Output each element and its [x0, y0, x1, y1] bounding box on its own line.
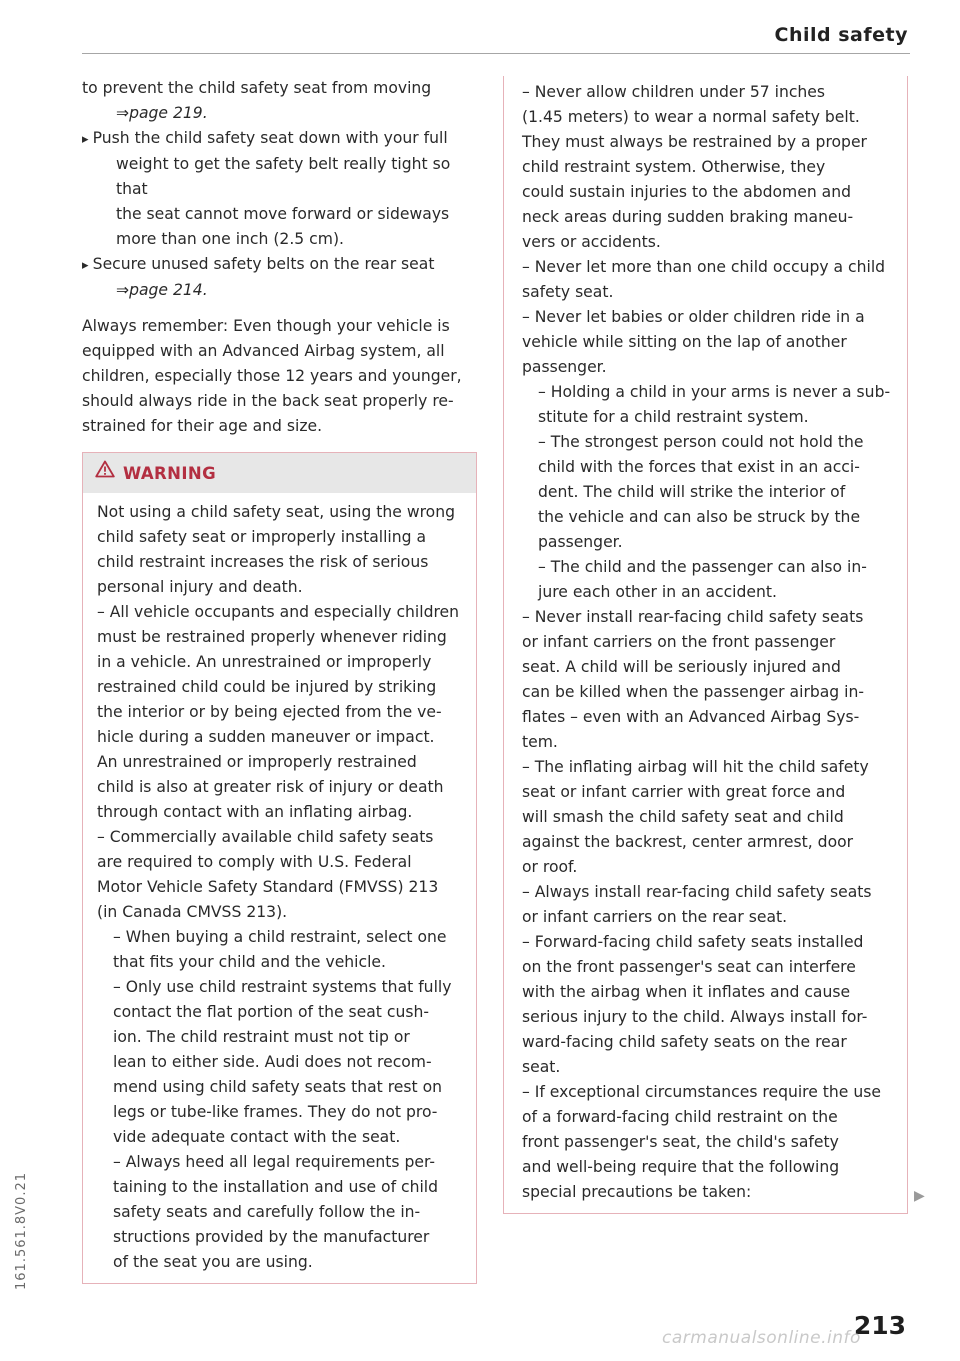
list-item-line: seat. A child will be seriously injured and: [522, 658, 841, 676]
list-item-line: – The strongest person could not hold the: [538, 433, 864, 451]
document-code: 161.561.8V0.21: [14, 1172, 29, 1290]
warning-line: personal injury and death.: [97, 578, 303, 596]
continue-arrow-icon: ▶: [914, 1188, 925, 1204]
list-item-line: – Always install rear-facing child safety seats: [522, 883, 872, 901]
reminder-paragraph: [82, 314, 477, 439]
list-item-line: – All vehicle occupants and especially children: [97, 603, 460, 621]
bullet-line: more than one inch (2.5 cm).: [116, 230, 344, 248]
list-item-line: hicle during a sudden maneuver or impact.: [97, 728, 435, 746]
list-item-line: against the backrest, center armrest, door: [522, 833, 854, 851]
list-item: [522, 80, 895, 255]
page-reference: ⇒page 214.: [116, 281, 208, 299]
list-item-line: child restraint system. Otherwise, they: [522, 158, 826, 176]
list-item-line: could sustain injuries to the abdomen and: [522, 183, 852, 201]
list-item-line: dent. The child will strike the interior of: [538, 483, 846, 501]
list-item-line: vehicle while sitting on the lap of another: [522, 333, 847, 351]
list-item: [97, 1150, 464, 1275]
list-item-line: safety seat.: [522, 283, 614, 301]
list-item: [522, 930, 895, 1080]
list-item-line: – Holding a child in your arms is never a sub-: [538, 383, 891, 401]
warning-line: child restraint increases the risk of serious: [97, 553, 429, 571]
list-item-line: of the seat you are using.: [113, 1253, 313, 1271]
list-item-line: through contact with an inflating airbag.: [97, 803, 413, 821]
list-item-line: seat.: [522, 1058, 561, 1076]
warning-header: [83, 453, 476, 493]
list-item-line: lean to either side. Audi does not recom-: [113, 1053, 432, 1071]
list-item: [522, 880, 895, 930]
list-item-line: jure each other in an accident.: [538, 583, 777, 601]
list-item-line: or infant carriers on the rear seat.: [522, 908, 788, 926]
list-item-line: – Never allow children under 57 inches: [522, 83, 826, 101]
list-item-line: child with the forces that exist in an acci-: [538, 458, 860, 476]
paragraph-line: strained for their age and size.: [82, 417, 323, 435]
list-item: [522, 605, 895, 755]
list-item-line: They must always be restrained by a proper: [522, 133, 867, 151]
paragraph-line: children, especially those 12 years and younger,: [82, 367, 462, 385]
list-item-line: must be restrained properly whenever riding: [97, 628, 447, 646]
list-item-line: – If exceptional circumstances require the use: [522, 1083, 881, 1101]
warning-line: Not using a child safety seat, using the wrong: [97, 503, 455, 521]
list-item-line: on the front passenger's seat can interfere: [522, 958, 856, 976]
list-item-line: front passenger's seat, the child's safety: [522, 1133, 839, 1151]
list-item-line: vers or accidents.: [522, 233, 661, 251]
list-item-line: the vehicle and can also be struck by the: [538, 508, 861, 526]
list-item-line: flates – even with an Advanced Airbag Sys-: [522, 708, 860, 726]
list-item-line: Motor Vehicle Safety Standard (FMVSS) 213: [97, 878, 439, 896]
list-item: [522, 555, 895, 605]
list-item-line: are required to comply with U.S. Federal: [97, 853, 412, 871]
list-item: [522, 430, 895, 555]
list-item: [522, 1080, 895, 1205]
list-item-line: – Always heed all legal requirements per-: [113, 1153, 435, 1171]
list-item-line: safety seats and carefully follow the in-: [113, 1203, 421, 1221]
warning-box: [82, 452, 477, 1284]
list-item-line: – The child and the passenger can also in-: [538, 558, 867, 576]
page-number: 213: [853, 1311, 906, 1340]
list-item: [522, 380, 895, 430]
list-item: [522, 305, 895, 380]
list-item-line: in a vehicle. An unrestrained or improperly: [97, 653, 432, 671]
list-item-line: – Never let more than one child occupy a child: [522, 258, 886, 276]
section-title: Child safety: [774, 24, 908, 46]
list-item-line: taining to the installation and use of child: [113, 1178, 439, 1196]
list-item-line: tem.: [522, 733, 558, 751]
bullet-instruction: ▸ Push the child safety seat down with your full: [82, 126, 477, 152]
list-item-line: that fits your child and the vehicle.: [113, 953, 386, 971]
list-item-line: ward-facing child safety seats on the rear: [522, 1033, 847, 1051]
paragraph-line: should always ride in the back seat properly re-: [82, 392, 454, 410]
list-item-line: structions provided by the manufacturer: [113, 1228, 430, 1246]
list-item-line: can be killed when the passenger airbag in-: [522, 683, 865, 701]
warning-list: [522, 80, 895, 1205]
header-rule: [82, 53, 910, 54]
warning-title: WARNING: [123, 463, 217, 483]
bullet-instruction: ▸ Secure unused safety belts on the rear seat: [82, 252, 477, 278]
list-item-line: and well-being require that the following: [522, 1158, 840, 1176]
left-column: [82, 76, 477, 1284]
list-item-line: serious injury to the child. Always install for-: [522, 1008, 868, 1026]
list-item-line: – Commercially available child safety seats: [97, 828, 434, 846]
list-item-line: child is also at greater risk of injury or death: [97, 778, 444, 796]
list-item-line: (1.45 meters) to wear a normal safety belt.: [522, 108, 860, 126]
list-item-line: with the airbag when it inflates and cause: [522, 983, 851, 1001]
list-item-line: the interior or by being ejected from the ve-: [97, 703, 442, 721]
warning-list: [97, 600, 464, 1275]
list-item-line: vide adequate contact with the seat.: [113, 1128, 401, 1146]
list-item-line: stitute for a child restraint system.: [538, 408, 809, 426]
list-item-line: – Never let babies or older children ride in a: [522, 308, 865, 326]
continued-warning-box: [503, 76, 908, 1214]
list-item-line: or roof.: [522, 858, 578, 876]
list-item: [522, 755, 895, 880]
list-item: [97, 600, 464, 825]
list-item: [97, 825, 464, 925]
warning-body: [83, 500, 476, 1275]
right-column: [503, 76, 908, 1214]
paragraph-line: Always remember: Even though your vehicle is: [82, 317, 450, 335]
list-item-line: will smash the child safety seat and child: [522, 808, 844, 826]
list-item-line: – Only use child restraint systems that fully: [113, 978, 452, 996]
list-item-line: – Forward-facing child safety seats installed: [522, 933, 864, 951]
list-item-line: of a forward-facing child restraint on the: [522, 1108, 838, 1126]
list-item-line: passenger.: [538, 533, 623, 551]
bullet-line: the seat cannot move forward or sideways: [116, 205, 450, 223]
list-item: [522, 255, 895, 305]
list-item-line: seat or infant carrier with great force and: [522, 783, 846, 801]
list-item-line: (in Canada CMVSS 213).: [97, 903, 288, 921]
list-item-line: ion. The child restraint must not tip or: [113, 1028, 410, 1046]
list-item-line: – Never install rear-facing child safety seats: [522, 608, 864, 626]
list-item: [97, 925, 464, 975]
list-item-line: An unrestrained or improperly restrained: [97, 753, 417, 771]
page-reference: ⇒page 219.: [116, 104, 208, 122]
watermark: carmanualsonline.info: [662, 1328, 861, 1348]
paragraph-line: equipped with an Advanced Airbag system, all: [82, 342, 445, 360]
list-item-line: restrained child could be injured by striking: [97, 678, 437, 696]
list-item-line: legs or tube-like frames. They do not pro-: [113, 1103, 438, 1121]
warning-triangle-icon: [95, 460, 115, 486]
list-item-line: neck areas during sudden braking maneu-: [522, 208, 854, 226]
list-item-line: or infant carriers on the front passenger: [522, 633, 836, 651]
continuation-line: to prevent the child safety seat from moving: [82, 79, 432, 97]
list-item-line: mend using child safety seats that rest on: [113, 1078, 443, 1096]
list-item-line: contact the flat portion of the seat cush-: [113, 1003, 429, 1021]
list-item: [97, 975, 464, 1150]
list-item-line: passenger.: [522, 358, 607, 376]
list-item-line: – The inflating airbag will hit the child safety: [522, 758, 869, 776]
list-item-line: special precautions be taken:: [522, 1183, 752, 1201]
bullet-line: weight to get the safety belt really tight so that: [116, 155, 451, 198]
list-item-line: – When buying a child restraint, select one: [113, 928, 447, 946]
warning-line: child safety seat or improperly installing a: [97, 528, 427, 546]
